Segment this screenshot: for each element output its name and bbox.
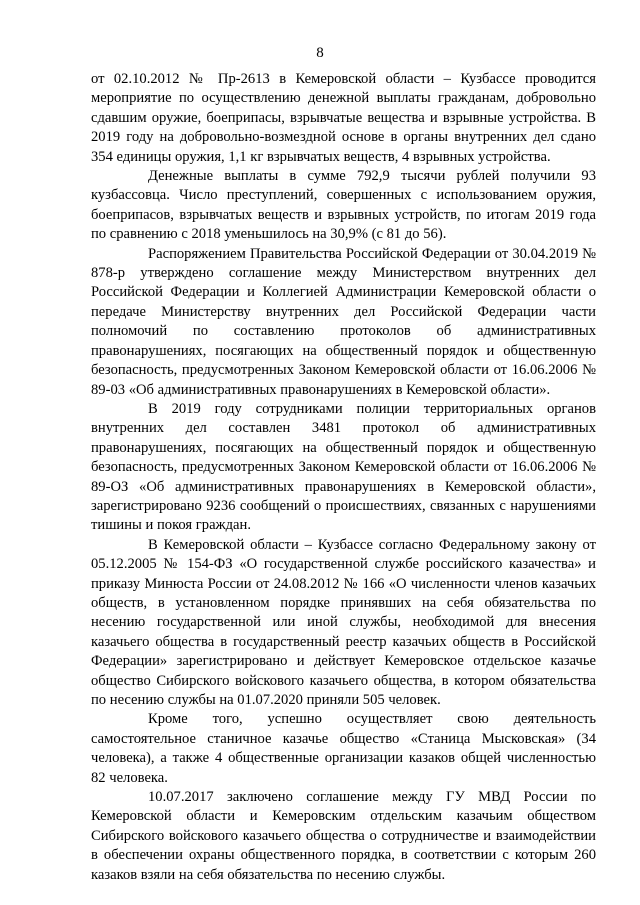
paragraph-cossack-society: В Кемеровской области – Кузбассе согласно Федеральному закону от 05.12.2005 № 154-ФЗ «О государственной службе российского казачества» и приказу Минюста России от 24.08.2012 № 166 «О численности членов казачьих обществ, в установленном порядке принявших на себя обязательства по несению государственной или иной службы, необходимой для внесения казачьего общества в государственный реестр казачьих обществ в Российской Федерации» зарегистрировано и действует Кемеровское отдельское казачье общество Сибирского войскового казачьего общества, в котором обязательства по несению службы на 01.07.2020 приняли 505 человек. [91,536,596,708]
paragraph-agreement: 10.07.2017 заключено соглашение между ГУ МВД России по Кемеровской области и Кемеровским отдельским казачьим обществом Сибирского войскового казачьего общества о сотрудничестве и взаимодействии в обеспечении охраны общественного порядка, в соответствии с которым 260 казаков взяли на себя обязательства по несению службы. [91,789,596,883]
paragraph-police-protocols: В 2019 году сотрудниками полиции территориальных органов внутренних дел составлен 3481 протокол об административных правонарушениях, посягающих на общественный порядок и общественную безопасность, предусмотренных Законом Кемеровской области от 16.06.2006 № 89-ОЗ «Об административных правонарушениях в Кемеровской области», зарегистрировано 9236 сообщений о происшествиях, связанных с нарушениями тишины и покоя граждан. [91,400,596,534]
paragraph-stanitsa: Кроме того, успешно осуществляет свою деятельность самостоятельное станичное казачье общество «Станица Мысковская» (34 человека), а также 4 общественные организации казаков общей численностью 82 человека. [91,711,596,786]
document-body [91,70,596,885]
paragraph-continuation: от 02.10.2012 № Пр-2613 в Кемеровской области – Кузбассе проводится мероприятие по осуществлению денежной выплаты гражданам, добровольно сдавшим оружие, боеприпасы, взрывчатые вещества и взрывные устройства. В 2019 году на добровольно-возмездной основе в органы внутренних дел сдано 354 единицы оружия, 1,1 кг взрывчатых веществ, 4 взрывных устройства. [91,71,596,165]
paragraph-government-order: Распоряжением Правительства Российской Федерации от 30.04.2019 № 878-р утверждено соглашение между Министерством внутренних дел Российской Федерации и Коллегией Администрации Кемеровской области о передаче Министерству внутренних дел Российской Федерации части полномочий по составлению протоколов об административных правонарушениях, посягающих на общественный порядок и общественную безопасность, предусмотренных Законом Кемеровской области от 16.06.2006 № 89-03 «Об административных правонарушениях в Кемеровской области». [91,245,596,398]
paragraph-cash-payments: Денежные выплаты в сумме 792,9 тысячи рублей получили 93 кузбассовца. Число преступлений, совершенных с использованием оружия, боеприпасов, взрывчатых веществ и взрывных устройств, по итогам 2019 года по сравнению с 2018 уменьшилось на 30,9% (с 81 до 56). [91,168,596,243]
page-number: 8 [316,45,324,61]
